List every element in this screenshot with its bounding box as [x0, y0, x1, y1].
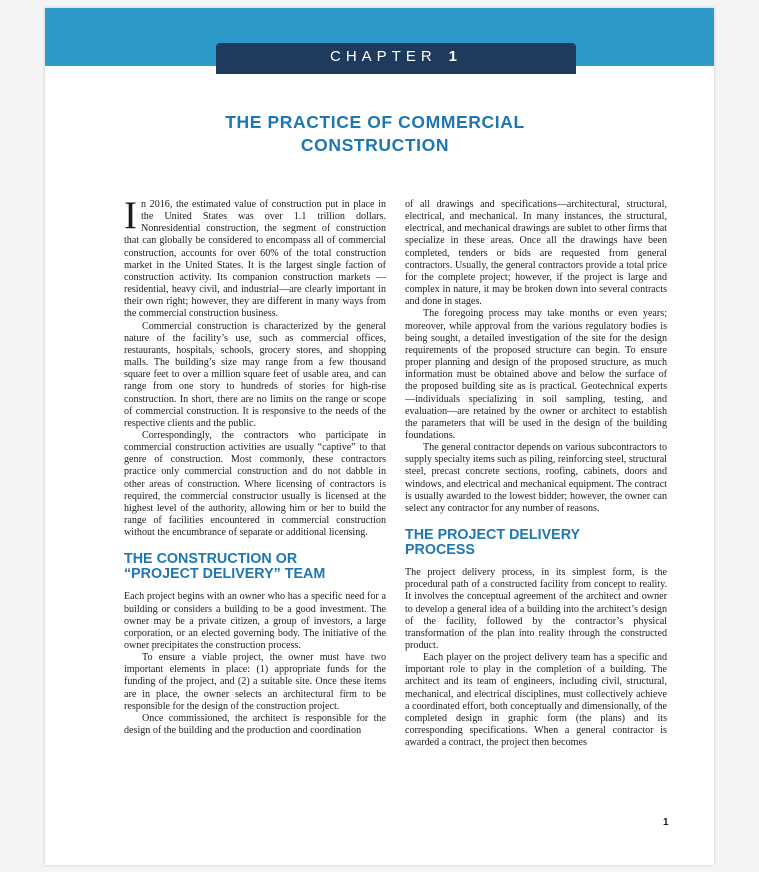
drop-cap: I — [124, 194, 137, 237]
paragraph: The general contractor depends on various subcontractors to supply specialty items such as piling, reinforcing steel, structural steel, precast concrete sections, roofing, cabinets, doors and windows, and electrical and mechanical equipment. The contract is usually awarded to the lowest bidder; however, the owner can select any contractor for any number of reasons. — [405, 442, 667, 514]
paragraph: Once commissioned, the architect is responsible for the design of the building and the production and coordination — [124, 712, 386, 737]
paragraph: Commercial construction is characterized by the general nature of the facility’s use, such as commercial offices, restaurants, hospitals, schools, grocery stores, and shopping malls. The building’s size may range from a few thousand square feet to over a million square feet of usable area, and can range from one story to hundreds of stories for high-rise construction. In short, there are no limits on the range or scope of commercial construction. It is responsive to the needs of the respective clients and the public. — [124, 320, 386, 429]
chapter-number: 1 — [448, 48, 463, 65]
paragraph: To ensure a viable project, the owner must have two important elements in place: (1) appropriate funds for the funding of the project, and (2) a suitable site. Once these items are in place, the owner selects an architectural firm to be responsible for the design of the construction project. — [124, 652, 386, 712]
paragraph: The project delivery process, in its simplest form, is the procedural path of a constructed facility from concept to reality. It involves the conceptual agreement of the architect and owner to develop a general idea of a building into the architect’s design of the facility, followed by the contractor’s physical transformation of the plan into reality through the constructed product. — [405, 567, 667, 651]
section-heading-line-2: “PROJECT DELIVERY” TEAM — [124, 566, 326, 583]
chapter-title-line-1: THE PRACTICE OF COMMERCIAL — [225, 112, 525, 132]
right-column — [405, 199, 667, 749]
page-number: 1 — [663, 817, 669, 828]
paragraph: Each player on the project delivery team has a specific and important role to play in the completion of a building. The architect and its team of engineers, including civil, structural, mechanical, and electrical disciplines, must collectively achieve a coordinated effort, both conceptually and dimensionally, of the completed design in graphic form (the plans) and its corresponding specifications. When a general contractor is awarded a contract, the project then becomes — [405, 652, 667, 749]
paragraph: Correspondingly, the contractors who participate in commercial construction activities are usually “captive” to that genre of construction. Most commonly, these contractors practice only commercial construction and do not dabble in other areas of construction. Where licensing of contractors is required, the commercial constructor usually is licensed at the highest level of the authority, allowing him or her to build the range of facilities encountered in commercial construction without the encumbrance of separate or additional licensing. — [124, 429, 386, 539]
section-heading-team — [124, 552, 386, 582]
section-heading-line-2: PROCESS — [405, 542, 475, 559]
section-heading-delivery-process — [405, 528, 667, 558]
section-heading-line-1: THE CONSTRUCTION OR — [124, 551, 298, 568]
chapter-label-tab — [216, 43, 576, 74]
section-heading-line-1: THE PROJECT DELIVERY — [405, 527, 581, 544]
left-column — [124, 194, 386, 737]
paragraph: Each project begins with an owner who has a specific need for a building or considers a building to be a good investment. The owner may be a private citizen, a group of investors, a large corporation, or an elected governing body. The initiative of the owner precipitates the construction process. — [124, 591, 386, 651]
paragraph: The foregoing process may take months or even years; moreover, while approval from the various regulatory bodies is being sought, a detailed investigation of the site for the design requirements of the proposed structure can begin. To ensure proper planning and design of the proposed structure, as much information must be obtained above and below the surface of the proposed building site as is practical. Geotechnical experts—individuals specializing in soil sampling, testing, and evaluation—are retained by the owner or architect to establish the parameters that will be used in the design of the building foundations. — [405, 308, 667, 441]
chapter-label: CHAPTER — [329, 48, 437, 65]
book-page — [45, 8, 714, 865]
chapter-title — [145, 111, 605, 157]
paragraph: of all drawings and specifications—architectural, structural, electrical, and mechanical. In many instances, the structural, electrical, and mechanical drawings are sublet to other firms that specialize in these areas. Once all the drawings have been completed, tenders or bids are requested from general contractors. Usually, the general contractors provide a total price for the complete project; however, if the project is large and complex in nature, it may be broken down into several contracts and done in stages. — [405, 199, 667, 308]
paragraph-text: n 2016, the estimated value of construction put in place in the United States was over 1.1 trillion dollars. Nonresidential construction, the segment of construction that can globally be considered to encompass all of commercial construction, accounts for over 60% of the total construction market in the United States. It is the largest single faction of construction activity. Its companion construction markets —residential, heavy civil, and industrial—are clearly important in their own right; however, they are different in many ways from the commercial construction business. — [124, 199, 386, 320]
chapter-title-line-2: CONSTRUCTION — [300, 135, 450, 155]
paragraph — [124, 194, 386, 321]
